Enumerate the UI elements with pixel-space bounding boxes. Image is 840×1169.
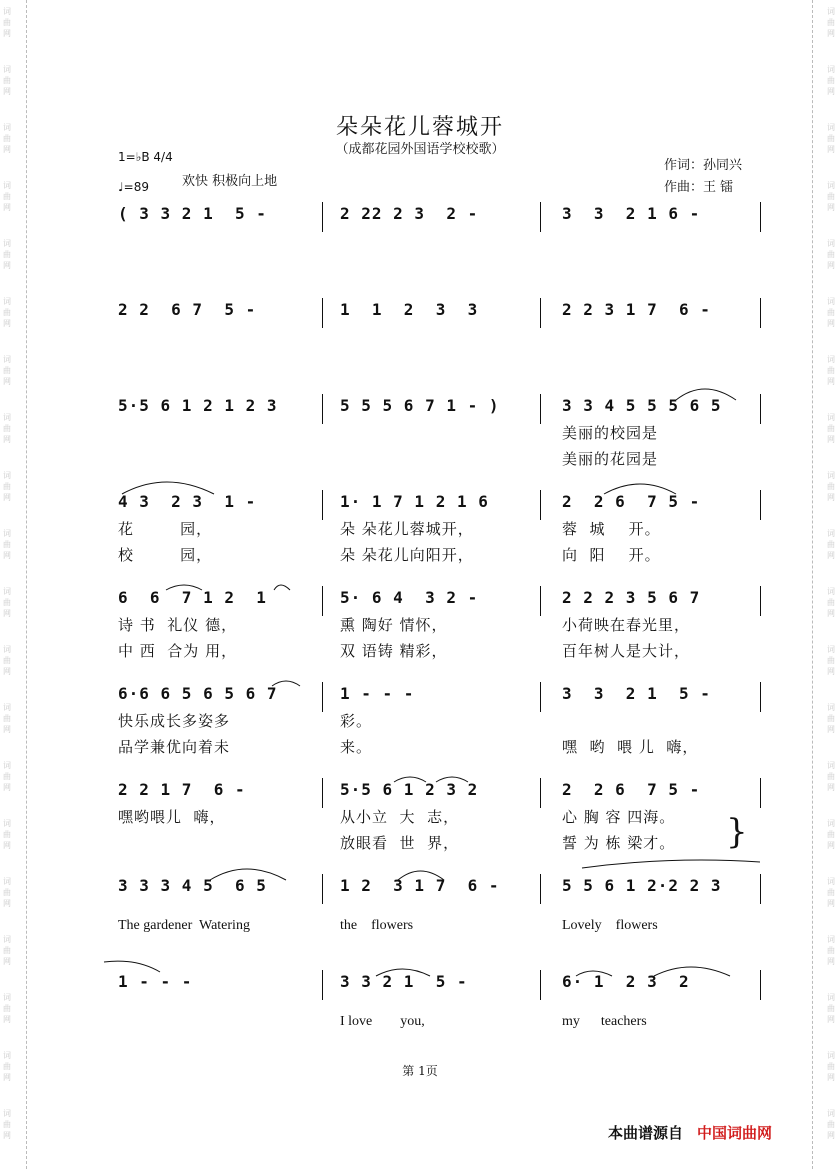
watermark-stamp: 词 曲 网 [827,65,835,96]
lyric-line-2: 放眼看 世 界， [340,834,460,852]
lyric-line-1: 小荷映在春光里， [562,616,691,634]
lyric-line-2: 美丽的花园是 [562,450,659,468]
watermark-stamp: 词 曲 网 [3,355,11,386]
watermark-stamp: 词 曲 网 [3,123,11,154]
watermark-stamp: 词 曲 网 [3,297,11,328]
song-title: 朵朵花儿蓉城开 [335,115,504,140]
lyric-line-1: 从小立 大 志， [340,808,460,826]
watermark-stamp: 词 曲 网 [827,877,835,908]
watermark-stamp: 词 曲 网 [827,123,835,154]
lyric-line-1: 快乐成长多姿多 [118,712,231,730]
measure-notes: 6· 1 2 3 2 [562,972,690,991]
measure-notes: 1 - - - [118,972,193,991]
measure-notes: 1 2 3 1 7 6 - [340,876,500,895]
measure-notes: 1 - - - [340,684,415,703]
measure-notes: 3 3 2 1 6 - [562,204,701,223]
measure-notes: 2 2 3 1 7 6 - [562,300,711,319]
lyric-line-2: 品学兼优向着未 [118,738,231,756]
measure-notes: 2 2 6 7 5 - [562,492,701,511]
watermark-stamp: 词 曲 网 [3,1051,11,1082]
lyric-line-1: the flowers [340,918,414,933]
watermark-stamp: 词 曲 网 [827,413,835,444]
key-signature: 1=♭B 4/4 [118,150,173,164]
watermark-stamp: 词 曲 网 [3,935,11,966]
measure-notes: 2 2 6 7 5 - [562,780,701,799]
lyric-line-1: The gardener Watering [118,918,250,933]
composer-credit: 作曲：王 镭 [664,180,734,195]
watermark-stamp: 词 曲 网 [3,65,11,96]
lyric-line-2: 向 阳 开。 [562,546,661,564]
watermark-stamp: 词 曲 网 [827,645,835,676]
measure-notes: 3 3 2 1 5 - [340,972,468,991]
watermark-stamp: 词 曲 网 [3,7,11,38]
watermark-stamp: 词 曲 网 [827,819,835,850]
measure-notes: 1· 1 7 1 2 1 6 [340,492,489,511]
measure-notes: 2 2 1 7 6 - [118,780,246,799]
lyric-line-1: 花 园， [118,520,213,538]
watermark-stamp: 词 曲 网 [3,587,11,618]
measure-notes: 2 2 6 7 5 - [118,300,257,319]
measure-notes: 5·5 6 1 2 1 2 3 [118,396,278,415]
measure-notes: 3 3 3 4 5 6 5 [118,876,267,895]
expression-marking: 欢快 积极向上地 [182,174,278,189]
watermark-stamp: 词 曲 网 [3,471,11,502]
measure-notes: 3 3 2 1 5 - [562,684,711,703]
watermark-stamp: 词 曲 网 [3,645,11,676]
lyric-line-1: I love you, [340,1014,425,1029]
lyric-line-1: 诗 书 礼仪 德， [118,616,238,634]
lyric-line-2: 中 西 合为 用， [118,642,238,660]
measure-notes: 3 3 4 5 5 5 6 5 [562,396,722,415]
watermark-stamp: 词 曲 网 [3,703,11,734]
lyric-line-1: my teachers [562,1014,647,1029]
verse-brace: } [726,812,748,852]
watermark-stamp: 词 曲 网 [827,703,835,734]
measure-notes: 5·5 6 1 2 3 2 [340,780,479,799]
lyric-line-1: 心 胸 容 四海。 [562,808,676,826]
watermark-stamp: 词 曲 网 [827,471,835,502]
lyric-line-2: 校 园， [118,546,213,564]
lyric-line-1: 彩。 [340,712,373,730]
song-subtitle: （成都花园外国语学校校歌） [335,142,505,157]
measure-notes: 6 6 7 1 2 1 [118,588,267,607]
watermark-stamp: 词 曲 网 [3,1109,11,1140]
watermark-stamp: 词 曲 网 [3,819,11,850]
lyric-line-1: 熏 陶好 情怀， [340,616,448,634]
source-label: 本曲谱源自 [608,1124,684,1142]
measure-notes: 1 1 2 3 3 [340,300,479,319]
measure-notes: ( 3 3 2 1 5 - [118,204,267,223]
watermark-stamp: 词 曲 网 [827,1051,835,1082]
lyric-line-1: 嘿哟喂儿 嗨， [118,808,226,826]
watermark-stamp: 词 曲 网 [827,297,835,328]
measure-notes: 2 22 2 3 2 - [340,204,479,223]
lyric-line-1: 蓉 城 开。 [562,520,661,538]
watermark-stamp: 词 曲 网 [827,935,835,966]
watermark-stamp: 词 曲 网 [827,993,835,1024]
watermark-stamp: 词 曲 网 [827,7,835,38]
source-credit [608,1122,772,1143]
measure-notes: 5 5 5 6 7 1 - ) [340,396,500,415]
watermark-stamp: 词 曲 网 [3,181,11,212]
watermark-stamp: 词 曲 网 [3,993,11,1024]
lyric-line-2: 双 语铸 精彩， [340,642,448,660]
lyric-line-1: 美丽的校园是 [562,424,659,442]
lyric-line-2: 嘿 哟 喂 儿 嗨， [562,738,699,756]
source-brand[interactable]: 中国词曲网 [697,1124,773,1142]
watermark-stamp: 词 曲 网 [3,761,11,792]
measure-notes: 2 2 2 3 5 6 7 [562,588,701,607]
lyricist-credit: 作词：孙同兴 [664,158,743,173]
lyric-line-2: 朵 朵花儿向阳开， [340,546,474,564]
watermark-stamp: 词 曲 网 [3,239,11,270]
watermark-stamp: 词 曲 网 [3,877,11,908]
page-number: 第 1页 [402,1064,438,1078]
watermark-stamp: 词 曲 网 [827,181,835,212]
lyric-line-1: Lovely flowers [562,918,658,933]
lyric-line-2: 百年树人是大计， [562,642,691,660]
lyric-line-2: 誓 为 栋 梁才。 [562,834,676,852]
watermark-stamp: 词 曲 网 [827,239,835,270]
measure-notes: 4 3 2 3 1 - [118,492,257,511]
measure-notes: 5· 6 4 3 2 - [340,588,479,607]
watermark-stamp: 词 曲 网 [3,413,11,444]
watermark-stamp: 词 曲 网 [827,761,835,792]
measure-notes: 5 5 6 1 2·2 2 3 [562,876,722,895]
watermark-stamp: 词 曲 网 [827,587,835,618]
lyric-line-1: 朵 朵花儿蓉城开， [340,520,474,538]
tempo-marking: ♩=89 [118,180,149,194]
watermark-stamp: 词 曲 网 [3,529,11,560]
measure-notes: 6·6 6 5 6 5 6 7 [118,684,278,703]
lyric-line-2: 来。 [340,738,373,756]
watermark-stamp: 词 曲 网 [827,355,835,386]
watermark-stamp: 词 曲 网 [827,529,835,560]
watermark-stamp: 词 曲 网 [827,1109,835,1140]
